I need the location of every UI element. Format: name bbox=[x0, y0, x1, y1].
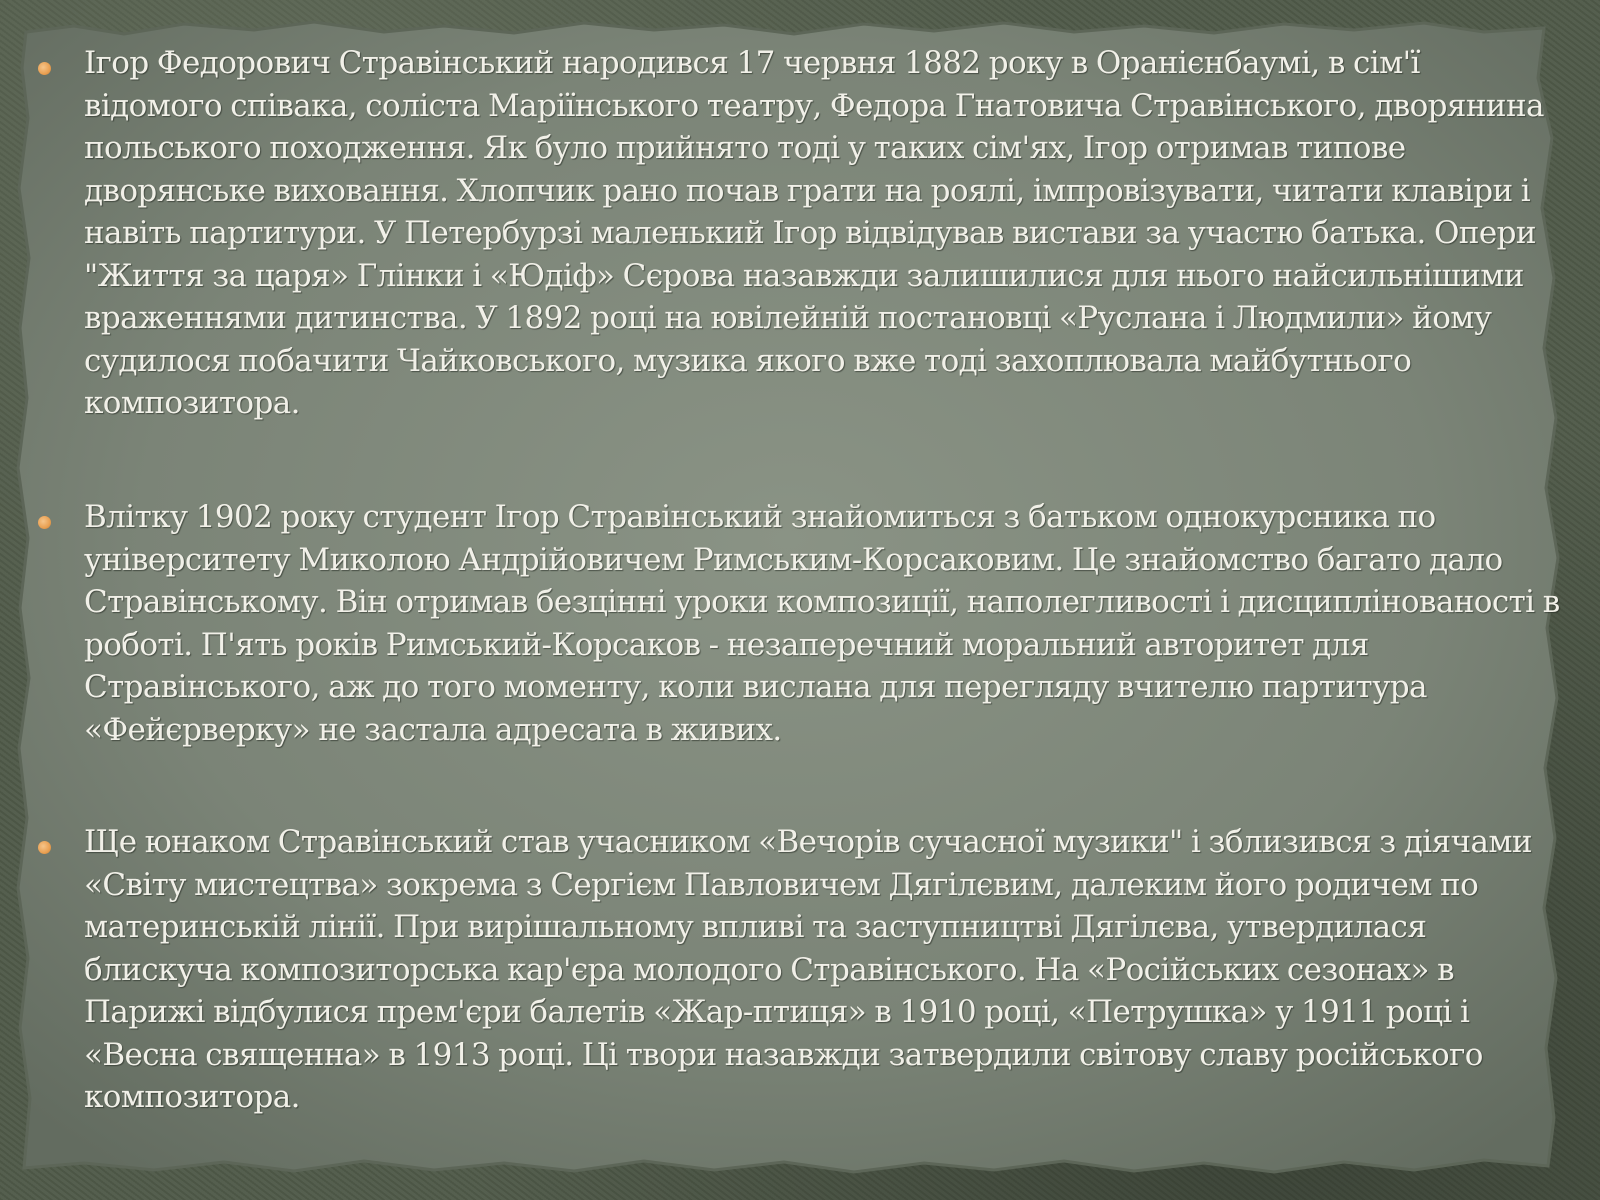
bullet-dot-icon bbox=[38, 516, 51, 529]
bullet-dot-icon bbox=[38, 62, 51, 75]
bullet-text: Ще юнаком Стравінський став учасником «Вечорів сучасної музики" і зблизився з діячами «Світу мистецтва» зокрема з Сергієм Павловичем Дягілєвим, далеким його родичем по материнській лінії. При вирішальному впливі та заступництві Дягілєва, утвердилася блискуча композиторська кар'єра молодого Стравінського. На «Російських сезонах» в Парижі відбулися прем'єри балетів «Жар-птиця» в 1910 році, «Петрушка» у 1911 році і «Весна священна» в 1913 році. Ці твори назавжди затвердили світову славу російського композитора. bbox=[84, 824, 1532, 1115]
bullet-dot-icon bbox=[38, 841, 51, 854]
bullet-text: Ігор Федорович Стравінський народився 17 червня 1882 року в Оранієнбаумі, в сім'ї відомого співака, соліста Маріїнського театру, Федора Гнатовича Стравінського, дворянина польського походження. Як було прийнято тоді у таких сім'ях, Ігор отримав типове дворянське виховання. Хлопчик рано почав грати на роялі, імпровізувати, читати клавіри і навіть партитури. У Петербурзі маленький Ігор відвідував вистави за участю батька. Опери "Життя за царя» Глінки і «Юдіф» Сєрова назавжди залишилися для нього найсильнішими враженнями дитинства. У 1892 році на ювілейній постановці «Руслана і Людмили» йому судилося побачити Чайковського, музика якого вже тоді захоплювала майбутнього композитора. bbox=[84, 45, 1544, 421]
bullet-text: Влітку 1902 року студент Ігор Стравінський знайомиться з батьком однокурсника по університету Миколою Андрійовичем Римським-Корсаковим. Це знайомство багато дало Стравінському. Він отримав безцінні уроки композиції, наполегливості і дисциплінованості в роботі. П'ять років Римський-Корсаков - незаперечний моральний авторитет для Стравінського, аж до того моменту, коли вислана для перегляду вчителю партитура «Фейєрверку» не застала адресата в живих. bbox=[84, 499, 1560, 748]
